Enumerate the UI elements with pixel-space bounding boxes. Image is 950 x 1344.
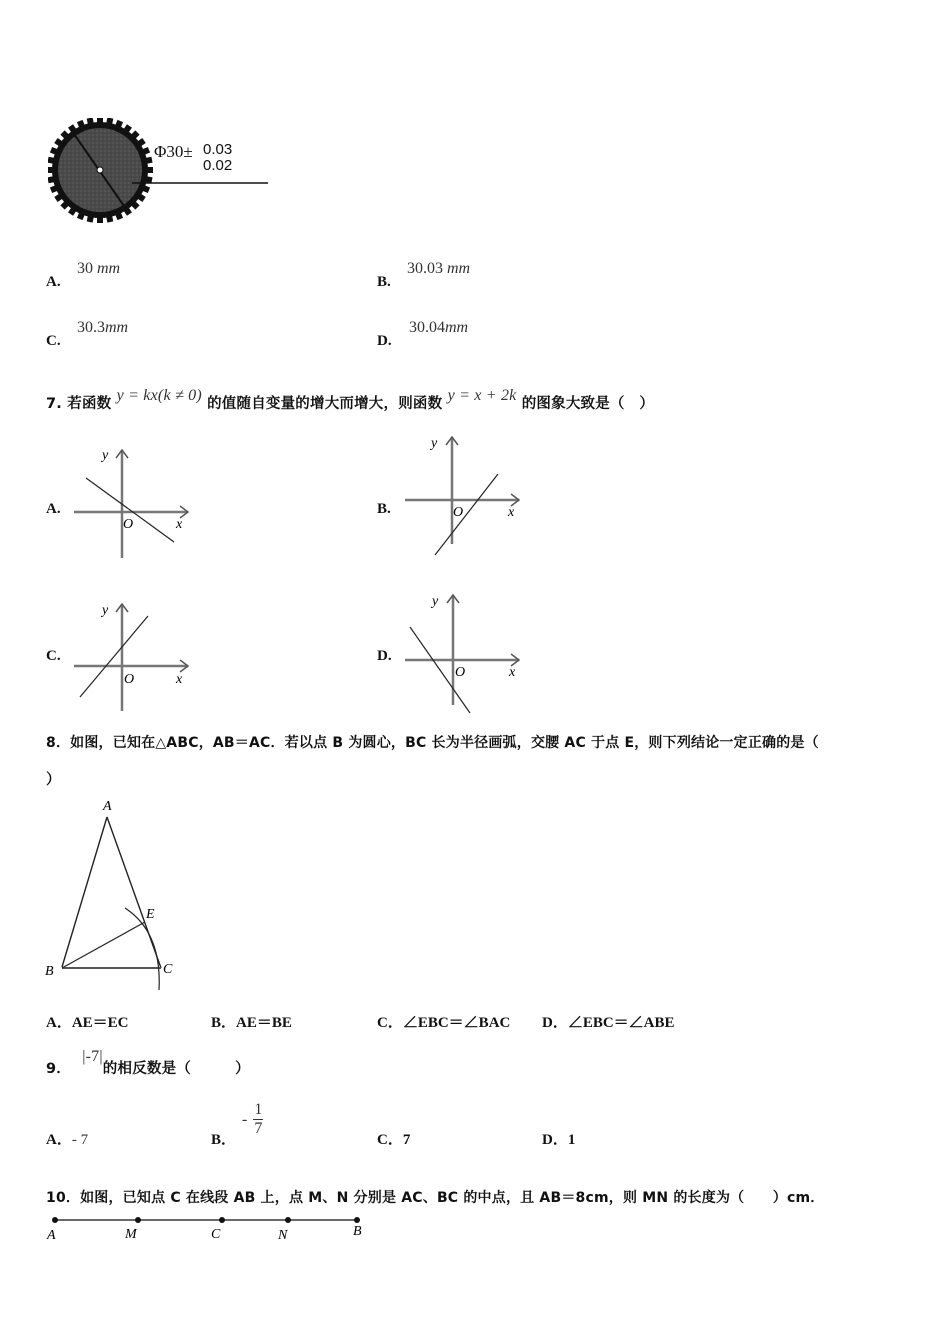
- svg-text:x: x: [176, 517, 183, 532]
- q8-option-d: D．∠EBC＝∠ABE: [542, 1015, 675, 1031]
- q7-stem: [46, 387, 655, 413]
- q9-option-b-fraction: - 1 7: [242, 1101, 263, 1137]
- svg-text:y: y: [431, 436, 438, 451]
- gear-diagram: [48, 118, 278, 228]
- q7-graph-d: [403, 590, 528, 715]
- q7-option-d-letter: D.: [377, 648, 392, 664]
- q7-expr-1: y = kx(k ≠ 0): [116, 387, 202, 404]
- svg-text:B: B: [353, 1224, 362, 1239]
- svg-text:C: C: [211, 1227, 221, 1242]
- q6-option-a-value: 30 mm: [77, 260, 121, 277]
- q7-text-2: 的值随自变量的增大而增大，则函数: [207, 396, 443, 412]
- tolerance-label: Φ30±: [154, 142, 193, 161]
- svg-text:x: x: [508, 505, 515, 520]
- q7-expr-2: y = x + 2k: [447, 387, 517, 404]
- q6-option-b-value: 30.03 mm: [407, 260, 471, 277]
- q9-number: 9．: [46, 1061, 71, 1077]
- svg-text:O: O: [453, 505, 464, 520]
- q8-option-b: B．AE＝BE: [211, 1015, 292, 1031]
- q7-graph-a: [72, 442, 197, 562]
- q7-text-3: 的图象大致是（ ）: [521, 396, 655, 412]
- q6-option-d-value: 30.04mm: [409, 319, 469, 336]
- svg-text:O: O: [123, 517, 134, 532]
- q6-option-a-letter: A.: [46, 274, 61, 290]
- q7-graph-b: [403, 432, 528, 560]
- q7-option-b-letter: B.: [377, 501, 391, 517]
- svg-text:B: B: [45, 964, 54, 979]
- q8-triangle-figure: [42, 792, 192, 997]
- q6-option-c-value: 30.3mm: [77, 319, 129, 336]
- q9-option-b-letter: B．: [211, 1132, 237, 1148]
- q9-text: 的相反数是（ ）: [102, 1061, 250, 1077]
- svg-text:N: N: [278, 1228, 288, 1243]
- svg-text:y: y: [102, 603, 109, 618]
- q6-option-d-letter: D.: [377, 333, 392, 349]
- svg-text:O: O: [124, 672, 135, 687]
- tolerance-lower: 0.02: [203, 157, 233, 174]
- svg-text:C: C: [163, 962, 173, 977]
- q9-option-a: A．- 7: [46, 1132, 89, 1148]
- q7-option-c-letter: C.: [46, 648, 61, 664]
- q6-option-b-letter: B.: [377, 274, 391, 290]
- svg-text:M: M: [125, 1227, 137, 1242]
- q8-option-c: C．∠EBC＝∠BAC: [377, 1015, 511, 1031]
- svg-text:O: O: [455, 665, 466, 680]
- q8-option-a: A．AE＝EC: [46, 1015, 129, 1031]
- svg-text:A: A: [103, 799, 112, 814]
- q9-expr: |-7|: [82, 1048, 103, 1065]
- svg-text:x: x: [509, 665, 516, 680]
- q6-option-c-letter: C.: [46, 333, 61, 349]
- q8-stem-line2: ）: [46, 772, 61, 788]
- svg-text:A: A: [47, 1228, 56, 1243]
- q7-option-a-letter: A.: [46, 501, 61, 517]
- q10-stem: 10．如图，已知点 C 在线段 AB 上，点 M、N 分别是 AC、BC 的中点，且 AB＝8cm，则 MN 的长度为（ ）cm．: [46, 1190, 825, 1206]
- q9-option-c: C．7: [377, 1132, 411, 1148]
- svg-text:x: x: [176, 672, 183, 687]
- q7-graph-c: [72, 597, 197, 715]
- svg-text:E: E: [146, 907, 155, 922]
- q10-segment-figure: [44, 1212, 374, 1247]
- svg-text:y: y: [432, 594, 439, 609]
- gear-figure: [48, 118, 278, 228]
- q9-stem: [46, 1048, 250, 1078]
- q8-stem-line1: 8．如图，已知在△ABC，AB＝AC．若以点 B 为圆心，BC 长为半径画弧，交腰 AC 于点 E，则下列结论一定正确的是（: [46, 735, 819, 751]
- svg-text:y: y: [102, 448, 109, 463]
- q9-option-d: D．1: [542, 1132, 576, 1148]
- tolerance-upper: 0.03: [203, 141, 233, 158]
- q7-number: 7.: [46, 396, 62, 412]
- q7-text-1: 若函数: [67, 396, 112, 412]
